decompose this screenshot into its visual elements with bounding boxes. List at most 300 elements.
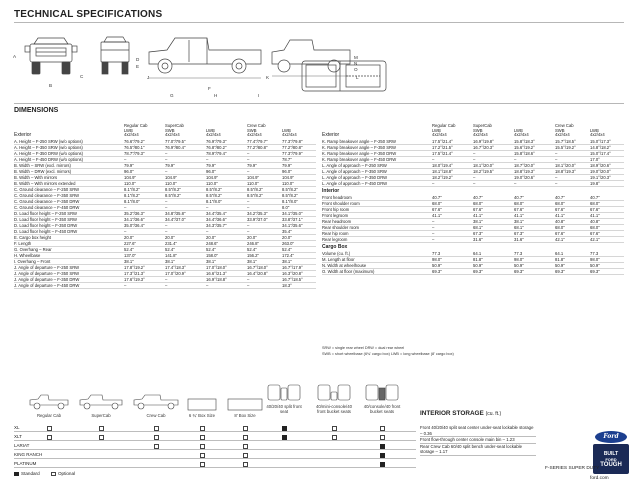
column-header — [555, 124, 574, 138]
row-value: 18.2°/19.5° — [473, 169, 494, 174]
row-value: 15.8°/18.3° — [514, 139, 535, 144]
dim-label-h: H — [214, 93, 218, 98]
dim-label-o: O — [354, 67, 358, 72]
row-label: J. Angle of departure – F-350 SRW — [14, 271, 80, 276]
row-value: 69.3" — [432, 269, 442, 274]
dim-label-d: D — [136, 57, 140, 62]
configuration-header: SuperCab — [91, 413, 111, 418]
row-label: N. Width at wheelhouse — [322, 263, 367, 268]
row-label: I. Overhang – Front — [14, 259, 51, 264]
row-value: 8.1"/8.0" — [282, 199, 298, 204]
row-value: 104.9" — [247, 175, 259, 180]
row-value: 68.0" — [432, 201, 442, 206]
row-label: A. Height – F-250 SRW (w/o options) — [14, 139, 83, 144]
dim-label-a: A — [13, 54, 17, 59]
row-value: 14.8°/18.2° — [590, 145, 611, 150]
row-value: 17.5°/21.4° — [432, 139, 453, 144]
row-label: Front shoulder room — [322, 201, 360, 206]
dim-label-n: N — [354, 61, 358, 66]
row-value: 156.2" — [247, 253, 259, 258]
configuration-header: 40/20/40 split front seat — [266, 404, 302, 414]
row-value: – — [432, 237, 435, 242]
column-header-line: 4x2/4x4 — [282, 132, 297, 138]
row-value: – — [473, 157, 476, 162]
optional-mark — [243, 435, 248, 440]
row-value: 68.0" — [473, 201, 483, 206]
row-value: 18.3° — [282, 283, 292, 288]
row-label: G. Overhang – Rear — [14, 247, 52, 252]
row-label: A. Height – F-350 DRW (w/o options) — [14, 151, 84, 156]
configuration-header: 6 ¾' Box Size — [188, 413, 216, 418]
row-value: 35.4" — [282, 229, 292, 234]
row-value: 18.7°/20.0° — [514, 163, 535, 168]
row-value: 8.5"/8.2" — [282, 193, 298, 198]
optional-mark — [99, 426, 104, 431]
row-value: 227.6" — [124, 241, 136, 246]
row-value: 15.7°/18.5° — [555, 139, 576, 144]
row-label: D. Load floor height – F-450 DRW — [14, 229, 78, 234]
storage-item: Front flow-through center console main bin – 1.23 — [420, 437, 536, 444]
row-value: 69.3" — [590, 269, 600, 274]
row-value: – — [165, 199, 168, 204]
row-label: M. Length at floor — [322, 257, 355, 262]
row-value: 67.6" — [590, 207, 600, 212]
configuration-header: 8' Box Size — [234, 413, 256, 418]
column-header — [165, 124, 184, 138]
column-header-line: SWB — [165, 127, 175, 133]
column-header-line: LWB — [514, 127, 523, 133]
row-label: J. Angle of departure – F-350 DRW — [14, 277, 80, 282]
column-header-line: 4x2/4x4 — [206, 132, 221, 138]
trim-name: XLT — [14, 434, 22, 439]
row-value: – — [432, 225, 435, 230]
truck-rear-view — [98, 34, 132, 78]
page-title: TECHNICAL SPECIFICATIONS — [14, 9, 163, 20]
row-value: 33.9"/37.0" — [247, 217, 268, 222]
row-value: 31.6" — [514, 237, 524, 242]
row-value: 8.5"/8.2" — [206, 193, 222, 198]
interior-storage-list — [420, 425, 536, 456]
row-value: – — [124, 205, 127, 210]
row-value: – — [247, 199, 250, 204]
row-value: 8.5"/8.2" — [165, 193, 181, 198]
optional-mark — [380, 426, 385, 431]
optional-mark — [200, 444, 205, 449]
optional-mark — [243, 453, 248, 458]
row-label: H. Wheelbase — [14, 253, 41, 258]
row-value: 18.1°/18.8° — [432, 169, 453, 174]
column-header-line: 4x2/4x4 — [590, 132, 605, 138]
legend-standard-label: Standard — [21, 471, 40, 476]
exterior-label: Exterior — [14, 132, 32, 139]
row-value: 34.1"/35.6" — [282, 223, 303, 228]
row-value: 77.3"/79.8" — [282, 139, 303, 144]
row-value: 41.1" — [514, 213, 524, 218]
column-header-line: SWB — [247, 127, 257, 133]
row-label: L. Angle of approach – F-350 DRW — [322, 175, 388, 180]
exterior-label: Exterior — [322, 132, 340, 139]
dim-label-f: F — [208, 86, 211, 91]
optional-mark — [154, 435, 159, 440]
row-label: D. Load floor height – F-350 DRW — [14, 223, 78, 228]
row-value: 231.4" — [165, 241, 177, 246]
row-value: 19.0°/20.0° — [590, 169, 611, 174]
row-value: 15.0°/17.3° — [590, 139, 611, 144]
row-value: 8.5"/8.2" — [282, 187, 298, 192]
row-value: – — [206, 283, 209, 288]
row-label: B. Width – SRW (excl. mirrors) — [14, 163, 71, 168]
row-value: – — [555, 151, 558, 156]
row-value: 16.7°/18.0° — [247, 265, 268, 270]
column-header — [514, 129, 529, 138]
row-value: 68.0" — [590, 225, 600, 230]
optional-mark — [154, 426, 159, 431]
row-value: – — [247, 169, 250, 174]
row-value: 8.1"/8.0" — [124, 199, 140, 204]
configuration-row — [14, 451, 416, 459]
row-value: 16.7°/18.5° — [282, 277, 303, 282]
column-header-line: 4x2/4x4 — [247, 132, 262, 138]
row-value: 17.0°/20.9° — [165, 271, 186, 276]
dim-label-e: E — [136, 64, 140, 69]
row-value: 96.0" — [206, 169, 216, 174]
row-value: 77.3 — [432, 251, 441, 256]
configuration-row — [14, 433, 416, 441]
storage-item: Front 40/20/40 split seat center under-seat lockable storage – 0.36 — [420, 425, 536, 437]
row-value: 18.8°/19.3° — [514, 169, 535, 174]
row-value: 38.1" — [473, 219, 483, 224]
optional-mark — [47, 435, 52, 440]
row-value: 110.0" — [282, 181, 294, 186]
interior-storage-heading: INTERIOR STORAGE — [420, 410, 484, 417]
column-header-line: SWB — [473, 127, 483, 133]
row-value: 40.7" — [590, 195, 600, 200]
row-value: 64.1 — [555, 251, 564, 256]
row-value: 76.8"/80.2" — [206, 145, 227, 150]
column-header — [282, 129, 297, 138]
column-header-line: 4x2/4x4 — [473, 132, 488, 138]
trim-name: LARIAT — [14, 443, 30, 448]
row-value: – — [206, 205, 209, 210]
row-value: 41.1" — [473, 213, 483, 218]
ford-logo-text: Ford — [603, 433, 619, 440]
row-value: 38.1" — [124, 259, 134, 264]
row-value: 77.3"/79.9" — [282, 151, 303, 156]
website-link[interactable]: ford.com — [590, 476, 609, 481]
long-box-icon — [226, 397, 264, 412]
row-value: 8.5"/8.2" — [247, 187, 263, 192]
ford-logo — [595, 431, 627, 443]
row-value: 67.6" — [555, 231, 565, 236]
row-value: 98.0" — [590, 257, 600, 262]
optional-mark — [200, 426, 205, 431]
dimensions-table-right — [322, 115, 624, 275]
row-value: 137.0" — [124, 253, 136, 258]
row-label: Volume (cu. ft.) — [322, 251, 351, 256]
row-value: 34.4"/37.0" — [165, 217, 186, 222]
row-value: 17.8°/19.2° — [124, 265, 145, 270]
row-value: 79.9" — [124, 163, 134, 168]
row-value: 263.0" — [282, 241, 294, 246]
dim-label-j: J — [147, 75, 150, 80]
row-value: – — [124, 157, 127, 162]
dim-label-c: C — [80, 74, 84, 79]
row-value: 50.9" — [514, 263, 524, 268]
note-line: SRW = single rear wheel DRW = dual rear wheel — [322, 346, 405, 350]
row-value: 68.1" — [514, 225, 524, 230]
dimensions-rule — [14, 103, 624, 104]
row-value: 18.0°/19.4° — [432, 163, 453, 168]
interior-storage-unit: (cu. ft.) — [485, 411, 502, 417]
optional-mark — [332, 435, 337, 440]
row-value: 77.2"/80.8" — [247, 145, 268, 150]
row-value: 34.4"/35.4" — [206, 211, 227, 216]
row-value: 76.9"/80.4" — [165, 145, 186, 150]
title-rule — [14, 22, 624, 23]
badge-line-2: FORD — [605, 457, 617, 462]
dimensions-table-left — [14, 115, 316, 289]
row-value: 40.7" — [432, 195, 442, 200]
row-value: 19.0°/20.6° — [514, 175, 535, 180]
row-value: 69.3" — [514, 269, 524, 274]
row-value: – — [247, 229, 250, 234]
column-header — [432, 124, 456, 138]
console-seats-icon — [364, 382, 400, 404]
standard-mark — [282, 426, 287, 431]
crew-cab-icon — [132, 392, 180, 412]
row-value: 76.9"/79.3" — [206, 139, 227, 144]
row-value: 67.3" — [473, 231, 483, 236]
row-value: 8.5"/8.2" — [247, 193, 263, 198]
row-value: 64.1 — [473, 251, 482, 256]
row-value: 18.1°/20.0° — [555, 163, 576, 168]
row-value: 38.1" — [514, 219, 524, 224]
column-header-line: 4x2/4x4 — [514, 132, 529, 138]
row-label: B. Width – DRW (excl. mirrors) — [14, 169, 72, 174]
row-value: 8.0" — [282, 205, 290, 210]
row-label: Front headroom — [322, 195, 352, 200]
row-value: 110.0" — [247, 181, 259, 186]
optional-mark — [99, 435, 104, 440]
row-value: 78.9"/79.4" — [206, 151, 227, 156]
row-value: 15.6°/19.2° — [514, 145, 535, 150]
row-value: 50.9" — [590, 263, 600, 268]
row-label: D. Load floor height – F-350 SRW — [14, 217, 78, 222]
row-value: – — [165, 223, 168, 228]
row-label: C. Ground clearance – F-250 SRW — [14, 187, 80, 192]
row-label: K. Ramp breakover angle – F-250 SRW — [322, 139, 396, 144]
row-value: 69.3" — [473, 269, 483, 274]
row-value: 77.4"/79.7" — [247, 139, 268, 144]
row-value: 77.2"/80.8" — [282, 145, 303, 150]
row-value: 172.4" — [282, 253, 294, 258]
legend — [14, 471, 85, 477]
row-value: 18.1°/20.0° — [473, 163, 494, 168]
row-value: 68.0" — [514, 201, 524, 206]
row-value: 104.9" — [206, 175, 218, 180]
standard-mark — [380, 453, 385, 458]
row-value: – — [165, 277, 168, 282]
row-value: – — [247, 223, 250, 228]
optional-swatch — [51, 472, 56, 477]
row-value: 16.4°/20.8° — [247, 271, 268, 276]
row-value: 68.0" — [590, 201, 600, 206]
row-label: Front legroom — [322, 213, 349, 218]
row-value: 17.6°/19.3° — [124, 277, 145, 282]
row-value: 17.0° — [590, 157, 600, 162]
row-value: 17.3°/21.3° — [124, 271, 145, 276]
configuration-header: 40/mini-console/40 front bucket seats — [315, 404, 353, 414]
column-header — [473, 124, 492, 138]
column-header-line: 4x2/4x4 — [165, 132, 180, 138]
optional-mark — [332, 426, 337, 431]
badge-line-3: TOUGH — [600, 462, 622, 468]
row-value: 16.9°/18.8° — [206, 277, 227, 282]
row-value: 34.8"/35.8" — [165, 211, 186, 216]
row-value: 41.1" — [590, 213, 600, 218]
configuration-row — [14, 442, 416, 450]
row-value: 52.4" — [206, 247, 216, 252]
row-value: 104.9" — [124, 175, 136, 180]
row-value: 8.5"/8.2" — [206, 187, 222, 192]
short-box-icon — [186, 397, 218, 412]
row-value: 19.8° — [590, 181, 600, 186]
optional-mark — [380, 435, 385, 440]
standard-swatch — [14, 472, 19, 477]
row-value: 110.0" — [206, 181, 218, 186]
column-header-line: SWB — [555, 127, 565, 133]
badge-line-1: BUILT — [603, 451, 619, 457]
row-label: L. Angle of approach – F-350 SRW — [322, 169, 387, 174]
row-value: 34.3"/35.7" — [206, 223, 227, 228]
row-value: 40.8" — [590, 219, 600, 224]
row-value: – — [247, 283, 250, 288]
row-value: 52.4" — [282, 247, 292, 252]
row-value: 110.0" — [124, 181, 136, 186]
column-header-line: 4x2/4x4 — [555, 132, 570, 138]
row-value: – — [165, 151, 168, 156]
column-header-line: LWB — [124, 127, 133, 133]
optional-mark — [243, 462, 248, 467]
row-value: 38.1" — [206, 259, 216, 264]
row-value: 40.7" — [514, 195, 524, 200]
trim-name: KING RANCH — [14, 452, 43, 457]
row-value: – — [165, 283, 168, 288]
dim-label-b: B — [49, 83, 53, 88]
row-value: 17.2°/21.5° — [432, 145, 453, 150]
row-value: – — [555, 157, 558, 162]
legend-standard — [14, 471, 40, 477]
section-subheading: Cargo Box — [322, 244, 348, 250]
dimensions-heading: DIMENSIONS — [14, 107, 59, 114]
row-value: 40.8" — [555, 219, 565, 224]
row-value: 15.5°/19.2° — [555, 145, 576, 150]
row-value: 98.0" — [432, 257, 442, 262]
split-bench-seat-icon — [266, 382, 302, 404]
regular-cab-icon — [28, 392, 70, 412]
row-value: 40.7" — [473, 195, 483, 200]
row-value: – — [473, 175, 476, 180]
row-value: – — [432, 219, 435, 224]
row-value: 42.1" — [555, 237, 565, 242]
row-value: 79.9" — [165, 163, 175, 168]
optional-mark — [47, 426, 52, 431]
row-value: – — [247, 151, 250, 156]
row-value: 81.8" — [473, 257, 483, 262]
standard-mark — [380, 444, 385, 449]
row-value: – — [206, 157, 209, 162]
section-subheading: Interior — [322, 188, 340, 194]
row-value: – — [514, 157, 517, 162]
row-label: B. Width – With mirrors extended — [14, 181, 76, 186]
row-value: 50.9" — [555, 263, 565, 268]
row-value: 19.1°/20.3° — [590, 175, 611, 180]
row-value: 96.0" — [282, 169, 292, 174]
row-value: – — [165, 229, 168, 234]
row-label: Rear shoulder room — [322, 225, 360, 230]
row-value: 18.8°/19.3° — [555, 169, 576, 174]
optional-mark — [200, 462, 205, 467]
row-value: 38.1" — [282, 259, 292, 264]
row-value: – — [247, 157, 250, 162]
row-value: 79.9" — [247, 163, 257, 168]
row-value: 35.2"/36.3" — [124, 211, 145, 216]
row-value: 34.1"/35.0" — [282, 211, 303, 216]
row-value: – — [514, 181, 517, 186]
column-header — [247, 124, 266, 138]
row-value: 8.1"/8.2" — [124, 193, 140, 198]
row-value: 34.1"/36.6" — [124, 217, 145, 222]
row-value: 67.3" — [514, 231, 524, 236]
row-value: – — [206, 229, 209, 234]
truck-top-view — [300, 52, 390, 102]
row-value: – — [165, 169, 168, 174]
row-value: 52.4" — [165, 247, 175, 252]
row-value: 68.0" — [555, 201, 565, 206]
row-label: B. Width – With mirrors — [14, 175, 58, 180]
row-value: 68.1" — [473, 225, 483, 230]
dim-label-m: M — [354, 55, 358, 60]
row-value: 67.6" — [473, 207, 483, 212]
row-label: E. Cargo box height — [14, 235, 52, 240]
row-label: F. Length — [14, 241, 32, 246]
row-value: 17.5°/21.4° — [432, 151, 453, 156]
optional-mark — [243, 444, 248, 449]
row-value: 20.0" — [247, 235, 257, 240]
column-header-line: SuperCab — [473, 123, 492, 129]
optional-mark — [243, 426, 248, 431]
row-value: – — [473, 181, 476, 186]
row-value: 18.2°/19.2° — [432, 175, 453, 180]
row-value: – — [124, 283, 127, 288]
row-label: K. Ramp breakover angle – F-450 DRW — [322, 157, 397, 162]
row-value: 40.7" — [555, 195, 565, 200]
column-header-line: LWB — [590, 127, 599, 133]
table-header-row — [14, 115, 316, 139]
row-value: – — [247, 205, 250, 210]
row-value: 20.0" — [165, 235, 175, 240]
column-header-line: Crew Cab — [555, 123, 574, 129]
truck-front-view — [20, 34, 82, 78]
row-label: C. Ground clearance – F-450 DRW — [14, 205, 80, 210]
column-header-line: 4x2/4x4 — [432, 132, 447, 138]
row-value: 79.9" — [206, 163, 216, 168]
row-value: 141.8" — [165, 253, 177, 258]
row-label: D. Load floor height – F-250 SRW — [14, 211, 78, 216]
row-value: 8.5"/8.2" — [165, 187, 181, 192]
row-value: 78.7" — [282, 157, 292, 162]
row-label: K. Ramp breakover angle – F-350 DRW — [322, 151, 397, 156]
